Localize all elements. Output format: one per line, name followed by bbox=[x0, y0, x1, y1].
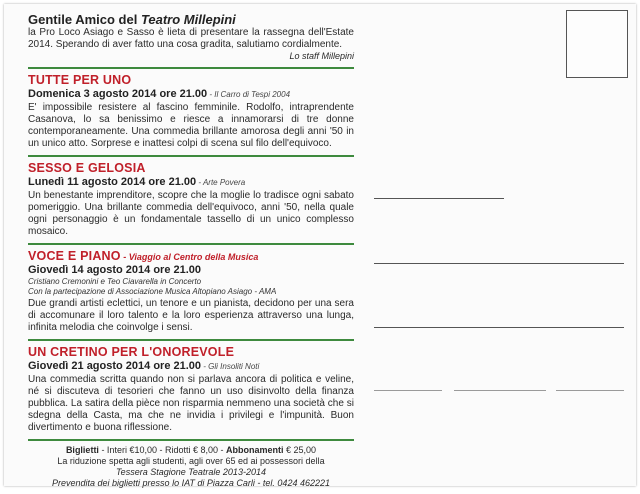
event-date-text: Giovedì 14 agosto 2014 ore 21.00 bbox=[28, 264, 202, 276]
address-line-4a bbox=[374, 390, 442, 391]
event-date-text: Giovedì 21 agosto 2014 ore 21.00 bbox=[28, 360, 202, 372]
event-credits bbox=[28, 277, 354, 297]
event-credit: Con la partecipazione di Associazione Musica Altopiano Asiago - AMA bbox=[28, 287, 277, 296]
event bbox=[28, 243, 354, 334]
event-credit: Cristiano Cremonini e Teo Ciavarella in Concerto bbox=[28, 277, 202, 286]
address-line-4b bbox=[454, 390, 546, 391]
divider bbox=[28, 339, 354, 341]
ticket-info bbox=[28, 445, 354, 489]
address-line-1 bbox=[374, 198, 504, 199]
event-date-text: Lunedì 11 agosto 2014 ore 21.00 bbox=[28, 176, 197, 188]
divider bbox=[28, 155, 354, 157]
program-column bbox=[28, 12, 354, 489]
address-line-3 bbox=[374, 327, 624, 328]
divider bbox=[28, 67, 354, 69]
event-title bbox=[28, 161, 354, 176]
event-list bbox=[28, 67, 354, 434]
event bbox=[28, 155, 354, 238]
signature: Lo staff Millepini bbox=[289, 51, 354, 61]
event-date bbox=[28, 360, 354, 373]
event-company: - Gli Insoliti Noti bbox=[201, 362, 260, 371]
event-subtitle: - Viaggio al Centro della Musica bbox=[120, 252, 259, 262]
address-line-2 bbox=[374, 263, 624, 264]
event-date bbox=[28, 88, 354, 101]
event-title-text: TUTTE PER UNO bbox=[28, 73, 132, 87]
event-date bbox=[28, 264, 354, 277]
intro-title: Gentile Amico del Teatro Millepini bbox=[28, 12, 236, 27]
event-title-text: UN CRETINO PER L'ONOREVOLE bbox=[28, 345, 235, 359]
event-description: Un benestante imprenditore, scopre che la moglie lo tradisce ogni sabato pomeriggio. Una brillante commedia dell'equivoco, anni '50, nella quale ogni personaggio è un fondamentale tassello di un unico complesso mosaico. bbox=[28, 190, 354, 237]
address-line-4c bbox=[556, 390, 624, 391]
ticket-prices: Biglietti - Interi €10,00 - Ridotti € 8,00 - Abbonamenti € 25,00 bbox=[65, 445, 317, 455]
event-description: E' impossibile resistere al fascino femminile. Rodolfo, intraprendente Casanova, lo sa benissimo e riesce a innamorarsi di tre donne contemporaneamente. Una commedia brillante amorosa degli anni '50 in un unico atto. Sorprese e inattesi colpi di scena sul filo dell'equivoco. bbox=[28, 102, 354, 149]
event-title bbox=[28, 73, 354, 88]
stamp-box bbox=[566, 10, 628, 78]
event-description: Due grandi artisti eclettici, un tenore e un pianista, decidono per una sera di accomunare il loro talento e la loro esperienza attraverso una lunga, infinita melodia che coinvolge i sensi. bbox=[28, 298, 354, 333]
event-date bbox=[28, 176, 354, 189]
tessera-note: Tessera Stagione Teatrale 2013-2014 bbox=[116, 467, 266, 477]
event-company: - Il Carro di Tespi 2004 bbox=[207, 90, 291, 99]
event-description: Una commedia scritta quando non si parlava ancora di politica e veline, né si discuteva di tesorieri che fanno un uso disinvolto della finanza pubblica. La satira della pièce non risparmia nemmeno una società che si sdegna della Casta, ma che ne invidia i privilegi e l'impunità. Buon divertimento e buona riflessione. bbox=[28, 374, 354, 433]
event-title-text: VOCE E PIANO bbox=[28, 249, 121, 263]
event-date-text: Domenica 3 agosto 2014 ore 21.00 bbox=[28, 88, 208, 100]
event-company: - Arte Povera bbox=[196, 178, 246, 187]
reduction-note: La riduzione spetta agli studenti, agli over 65 ed ai possessori della bbox=[57, 456, 325, 466]
intro-text: la Pro Loco Asiago e Sasso è lieta di presentare la rassegna dell'Estate 2014. Sperando di aver fatto una cosa gradita, salutiamo cordialmente. bbox=[28, 27, 354, 50]
event bbox=[28, 67, 354, 150]
event-title bbox=[28, 345, 354, 360]
event bbox=[28, 339, 354, 434]
postcard bbox=[4, 4, 636, 486]
event-title-text: SESSO E GELOSIA bbox=[28, 161, 146, 175]
event-title bbox=[28, 249, 354, 264]
divider bbox=[28, 243, 354, 245]
divider bbox=[28, 439, 354, 441]
presale-note: Prevendita dei biglietti presso lo IAT di Piazza Carli - tel. 0424 462221 bbox=[52, 478, 330, 488]
